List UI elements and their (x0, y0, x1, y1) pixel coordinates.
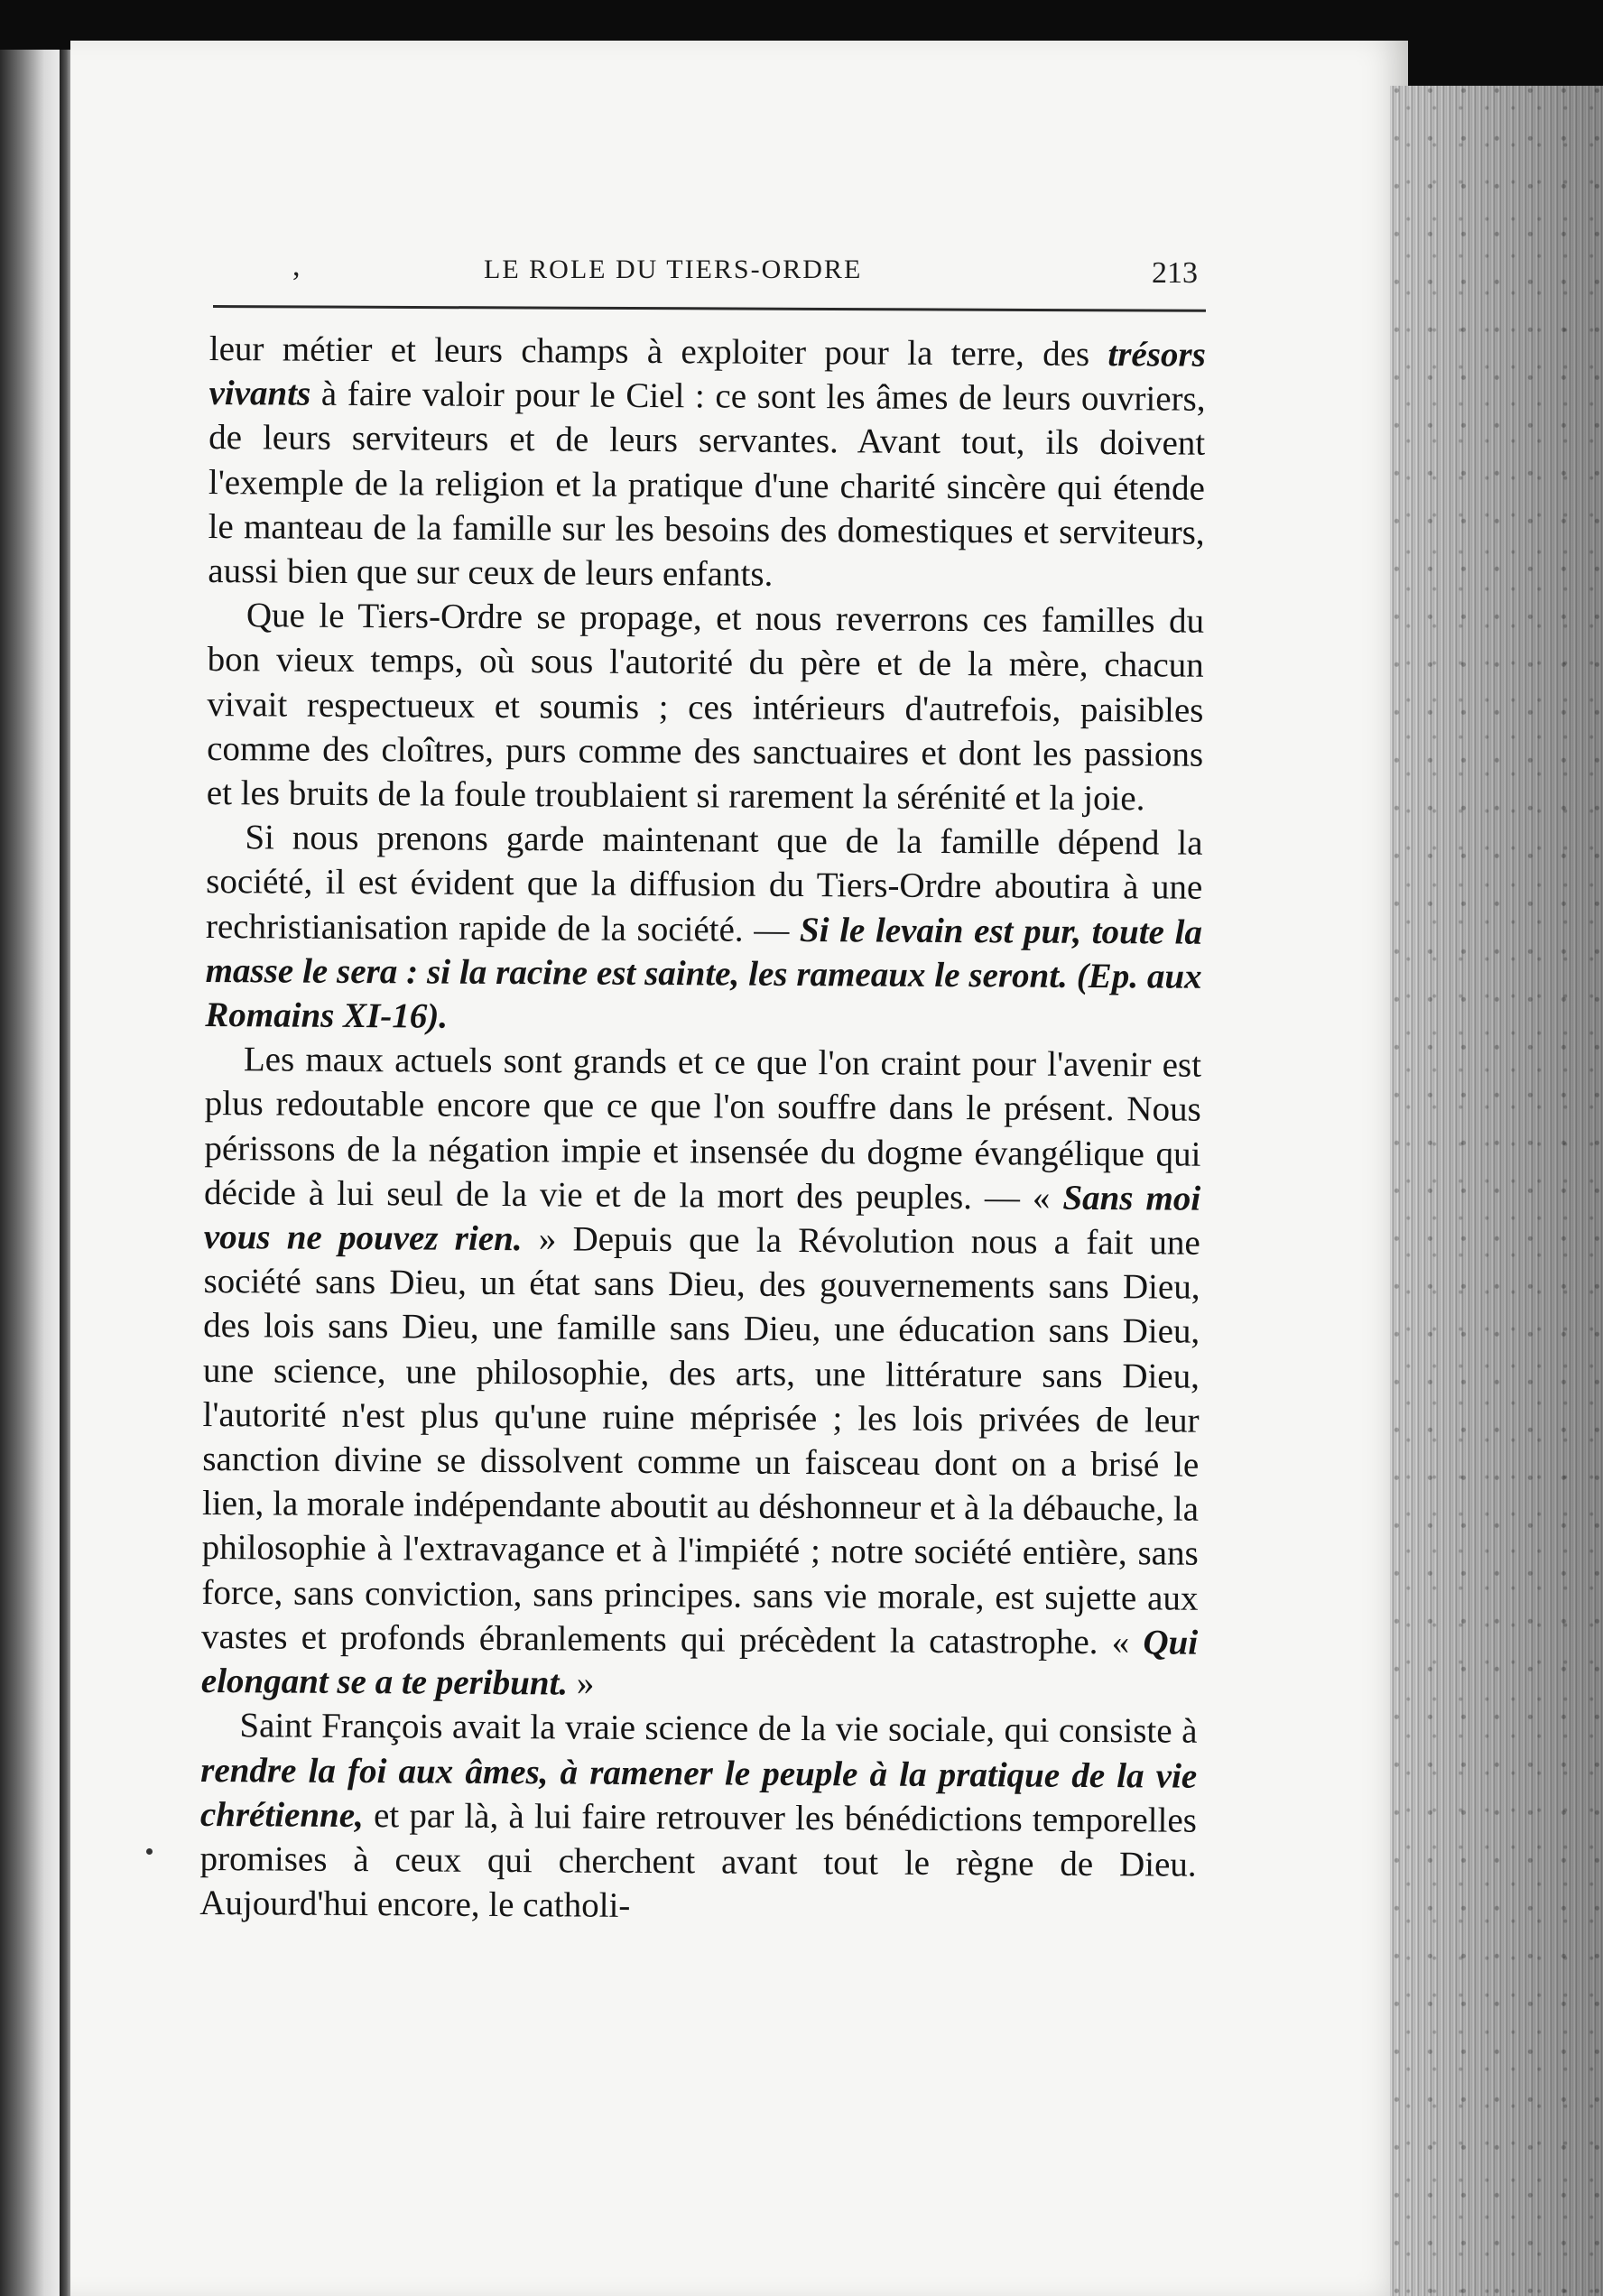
text-segment: à faire valoir pour le Ciel : ce sont les âmes de leurs ouvriers, de leurs serviteurs et de leurs servantes. Avant tout, ils doivent l'exemple de la religion et la pratique d'une charité sincère qui étende le manteau de la famille sur les besoins des domestiques et serviteurs, aussi bien que sur ceux de leurs enfants. (208, 374, 1206, 594)
text-segment: leur métier et leurs champs à exploiter pour la terre, des (208, 329, 1108, 375)
page-number: 213 (1152, 256, 1198, 290)
paragraph-5 (199, 1703, 1197, 1931)
text-segment: » (567, 1663, 595, 1703)
body-text (199, 327, 1206, 1931)
facing-page-edge (0, 50, 63, 2296)
text-segment: Les maux actuels sont grands et ce que l'on craint pour l'avenir est plus redoutable encore que ce que l'on souffre dans le présent. Nous périssons de la négation impie et insensée du dogme évangélique qui décide à lui seul de la vie et de la mort des peuples. — « (204, 1040, 1202, 1217)
paragraph-3 (205, 815, 1202, 1043)
text-segment: Si nous prenons garde maintenant que de la famille dépend la société, il est évident que la diffusion du Tiers-Ordre aboutira à une rechristianisation rapide de la société. — (205, 818, 1203, 949)
book-gutter (60, 50, 70, 2296)
running-head-title: LE ROLE DU TIERS-ORDRE (484, 255, 863, 284)
italic-segment: rendre la foi aux âmes, à ramener le peuple à la pratique de la vie chrétienne, (199, 1750, 1198, 1835)
italic-segment: Qui elongant se a te peribunt. (200, 1623, 1199, 1703)
running-head (213, 249, 1206, 309)
text-segment: Saint François avait la vraie science de la vie sociale, qui consiste à (239, 1706, 1198, 1752)
page-stack-edges (1390, 86, 1603, 2296)
italic-segment: Sans moi vous ne pouvez rien. (203, 1178, 1201, 1259)
text-segment: » Depuis que la Révolution nous a fait une société sans Dieu, un état sans Dieu, des gouvernements sans Dieu, des lois sans Dieu, une famille sans Dieu, une éducation sans Dieu, une science, une philosophie, des arts, une littérature sans Dieu, l'autorité n'est plus qu'une ruine méprisée ; les lois privées de leur sanction divine se dissolvent comme un faisceau dont on a brisé le lien, la morale indépendante aboutit au déshonneur et à la débauche, la philosophie à l'extravagance et à l'impiété ; notre société entière, sans force, sans conviction, sans principes. sans vie morale, est sujette aux vastes et profonds ébranlements qui précèdent la catastrophe. « (201, 1219, 1200, 1662)
margin-dot (146, 1848, 153, 1855)
italic-segment: trésors vivants (208, 335, 1206, 413)
text-segment: Que le Tiers-Ordre se propage, et nous reverrons ces familles du bon vieux temps, où sous l'autorité du père et de la mère, chacun vivait respectueux et soumis ; ces intérieurs d'autrefois, paisibles comme des cloîtres, purs comme des sanctuaires et dont les passions et les bruits de la foule troublaient si rarement la sérénité et la joie. (206, 596, 1205, 819)
paragraph-4 (201, 1037, 1201, 1709)
paragraph-1 (208, 327, 1206, 599)
paragraph-2 (207, 593, 1204, 821)
text-segment: et par là, à lui faire retrouver les bénédictions temporelles promises à ceux qui cherchent avant tout le règne de Dieu. Aujourd'hui encore, le catholi- (199, 1795, 1198, 1925)
head-mark: , (292, 249, 301, 282)
italic-segment: Si le levain est pur, toute la masse le sera : si la racine est sainte, les rameaux le seront. (Ep. aux Romains XI-16). (205, 910, 1203, 1036)
